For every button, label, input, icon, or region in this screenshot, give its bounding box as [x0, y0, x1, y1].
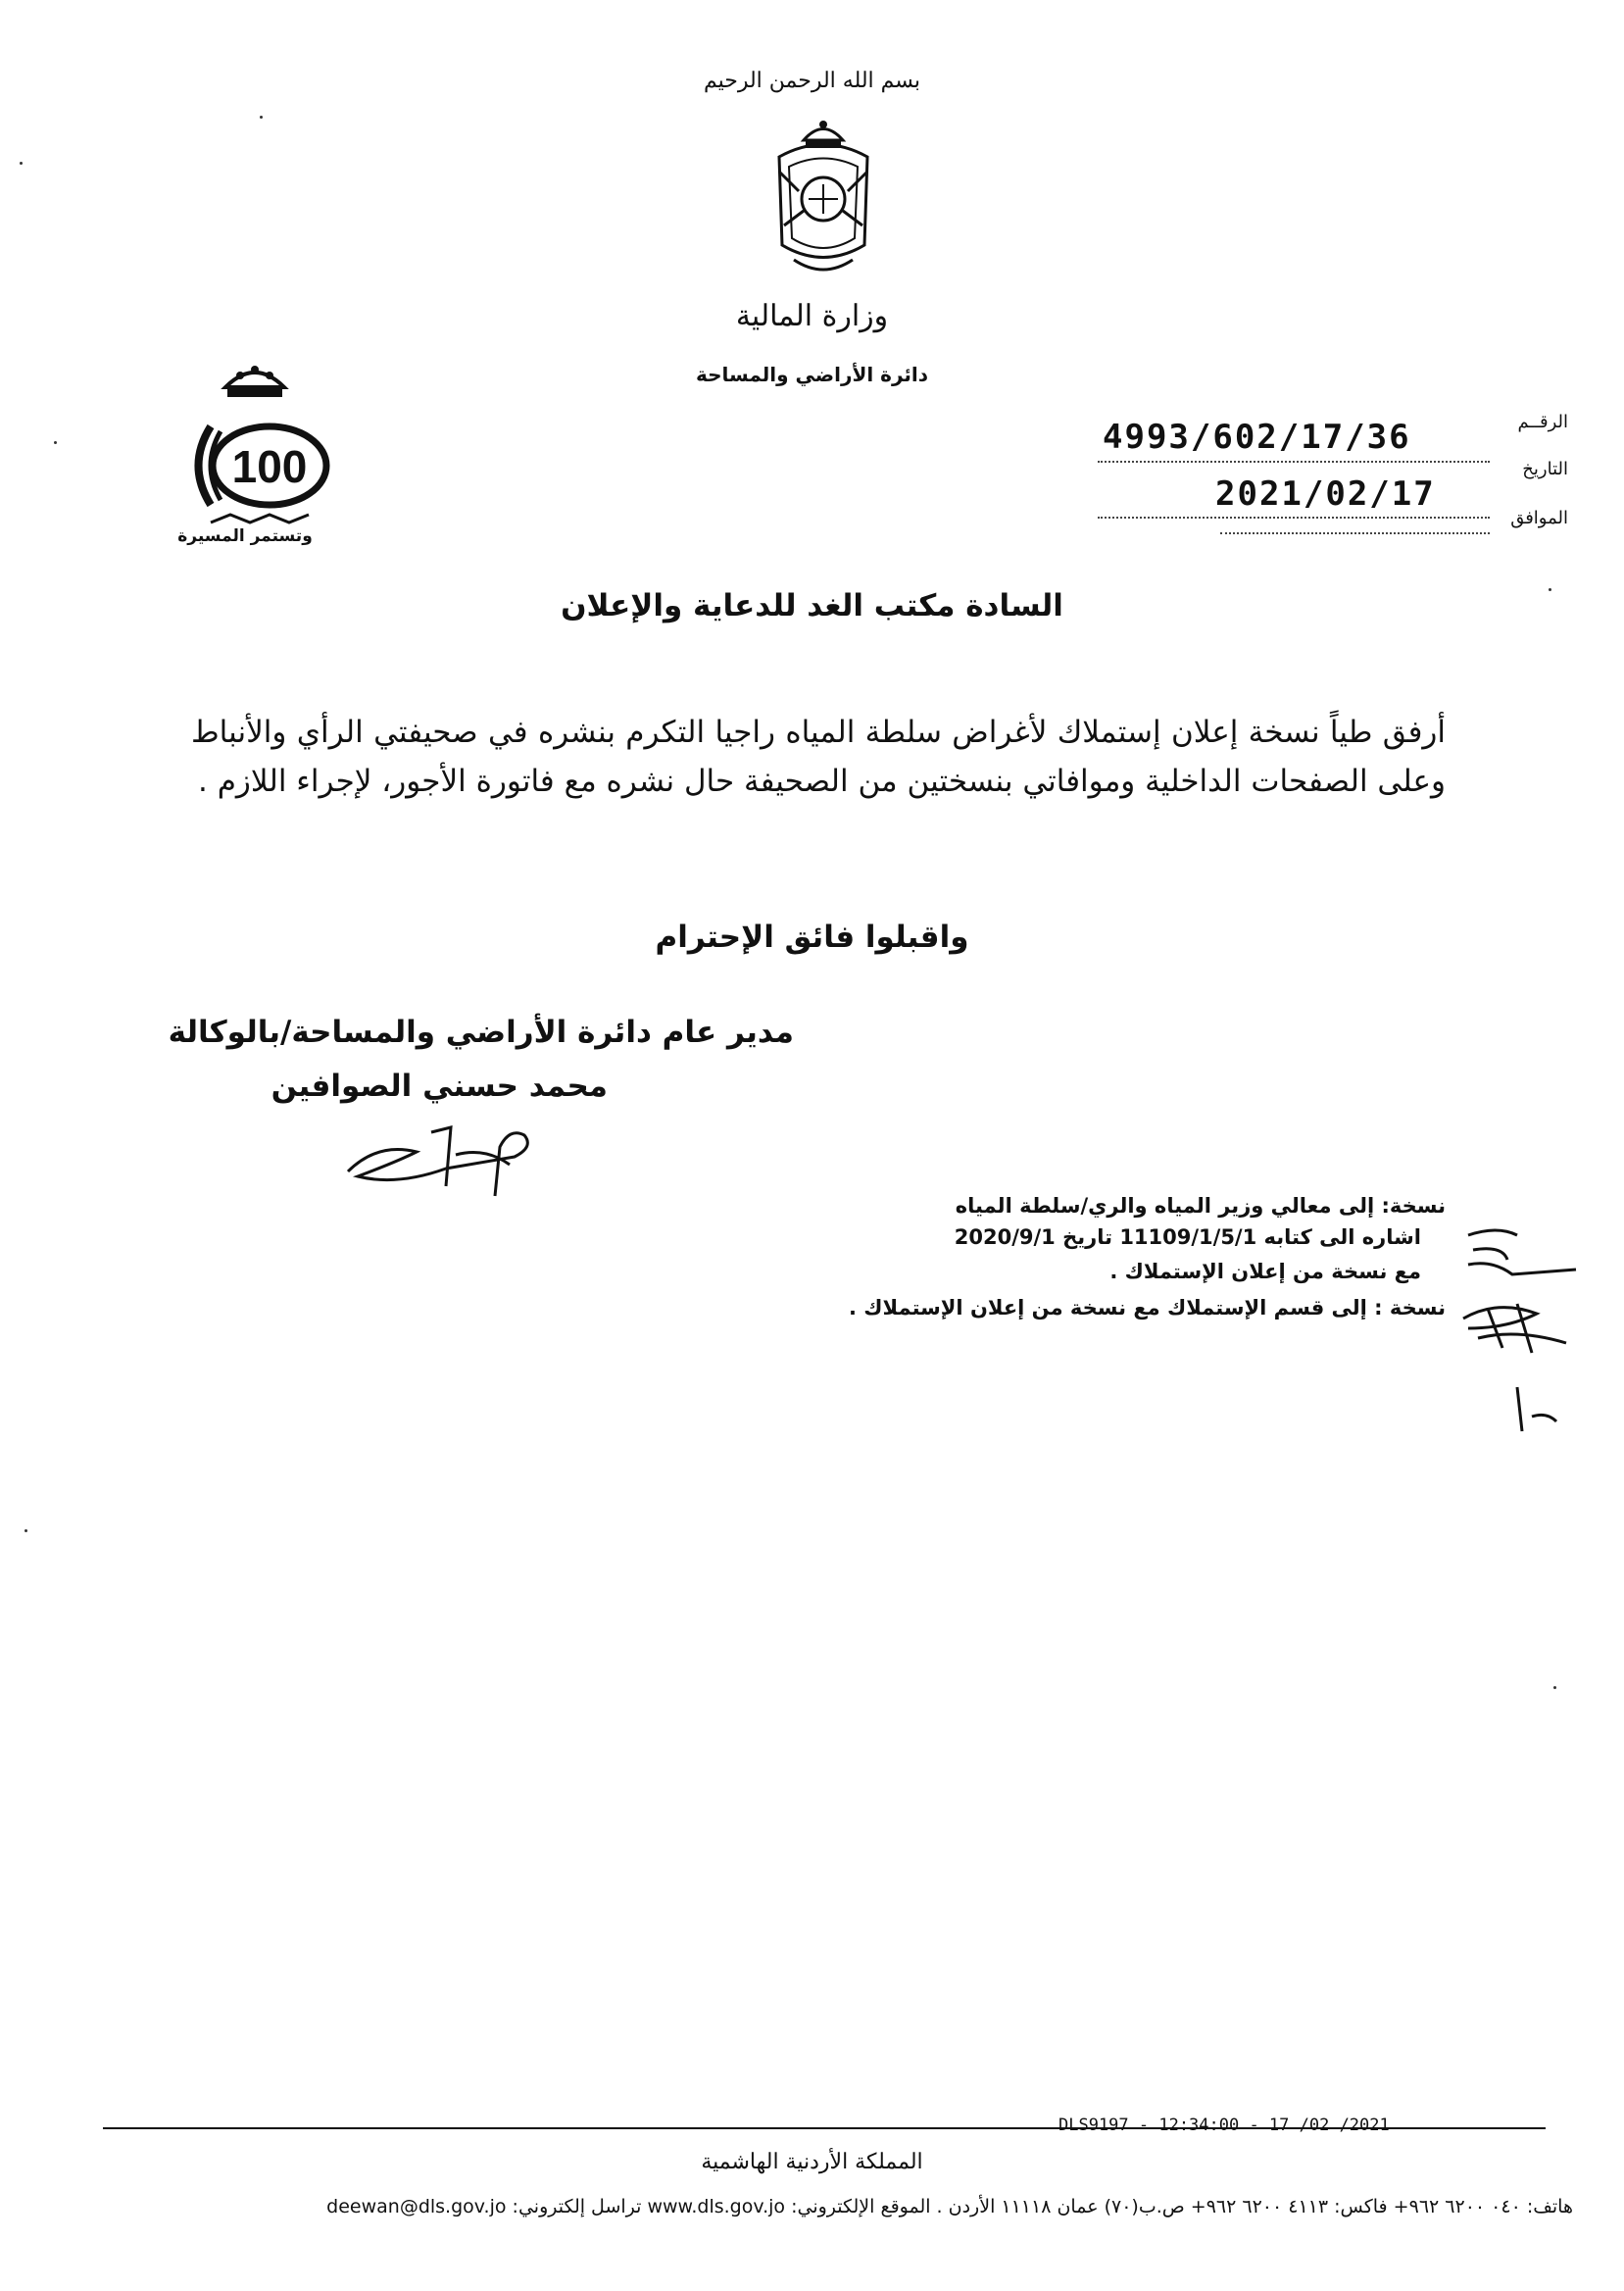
reference-number-value: 4993/602/17/36	[1103, 418, 1411, 457]
department-name: دائرة الأراضي والمساحة	[695, 363, 929, 386]
scan-speck	[1549, 588, 1551, 591]
print-timestamp: DLS9197 - 12:34:00 - 17 /02 /2021	[1058, 2116, 1390, 2135]
reference-number-label: الرقــم	[1517, 412, 1568, 432]
contact-details: هاتف: ٠٤٠ ٦٢٠٠ ٩٦٢+ فاكس: ٤١١٣ ٦٢٠٠ ٩٦٢+ ص.ب(٧٠) عمان ١١١١٨ الأردن . الموقع الإلكتروني: www.dls.gov.jo تراسل إلكتروني: deewan@dls.gov.jo	[326, 2196, 1573, 2217]
copy-reference: اشاره الى كتابه 11109/1/5/1 تاريخ 2020/9/1	[954, 1225, 1421, 1249]
reference-date-value: 2021/02/17	[1215, 474, 1436, 514]
footer-divider	[103, 2127, 1546, 2129]
copy-to-expropriation-section: نسخة : إلى قسم الإستملاك مع نسخة من إعلان الإستملاك .	[849, 1296, 1446, 1320]
reference-date-label: التاريخ	[1522, 459, 1568, 479]
handwritten-initials-icon	[1449, 1220, 1586, 1446]
number-dotted-line	[1098, 461, 1490, 463]
royal-emblem-icon	[755, 113, 892, 279]
signatory-name: محمد حسني الصوافين	[271, 1069, 608, 1104]
scan-speck	[54, 441, 57, 444]
closing-line: واقبلوا فائق الإحترام	[655, 920, 969, 955]
centennial-logo-icon	[172, 358, 338, 554]
basmala: بسم الله الرحمن الرحيم	[703, 69, 921, 93]
logo-number: 100	[231, 441, 308, 492]
recipient-line: السادة مكتب الغد للدعاية والإعلان	[561, 588, 1063, 623]
reference-corresponding-label: الموافق	[1510, 508, 1568, 528]
copy-attachment: مع نسخة من إعلان الإستملاك .	[1109, 1260, 1421, 1283]
scan-speck	[260, 116, 263, 119]
signature-icon	[338, 1118, 549, 1206]
logo-caption: وتستمر المسيرة	[177, 526, 313, 546]
copy-to-minister: نسخة: إلى معالي وزير المياه والري/سلطة المياه	[955, 1194, 1446, 1218]
scan-speck	[20, 162, 23, 165]
corresponding-dotted-line	[1220, 532, 1490, 534]
letter-body: أرفق طياً نسخة إعلان إستملاك لأغراض سلطة المياه راجيا التكرم بنشره في صحيفتي الرأي والأنباط وعلى الصفحات الداخلية وموافاتي بنسختين من الصحيفة حال نشره مع فاتورة الأجور، لإجراء اللازم .	[191, 715, 1446, 799]
scan-speck	[25, 1529, 27, 1532]
kingdom-name: المملكة الأردنية الهاشمية	[701, 2150, 923, 2174]
date-dotted-line	[1098, 517, 1490, 519]
signatory-title: مدير عام دائرة الأراضي والمساحة/بالوكالة	[168, 1015, 794, 1050]
ministry-name: وزارة المالية	[735, 299, 889, 333]
scan-speck	[1553, 1686, 1556, 1689]
